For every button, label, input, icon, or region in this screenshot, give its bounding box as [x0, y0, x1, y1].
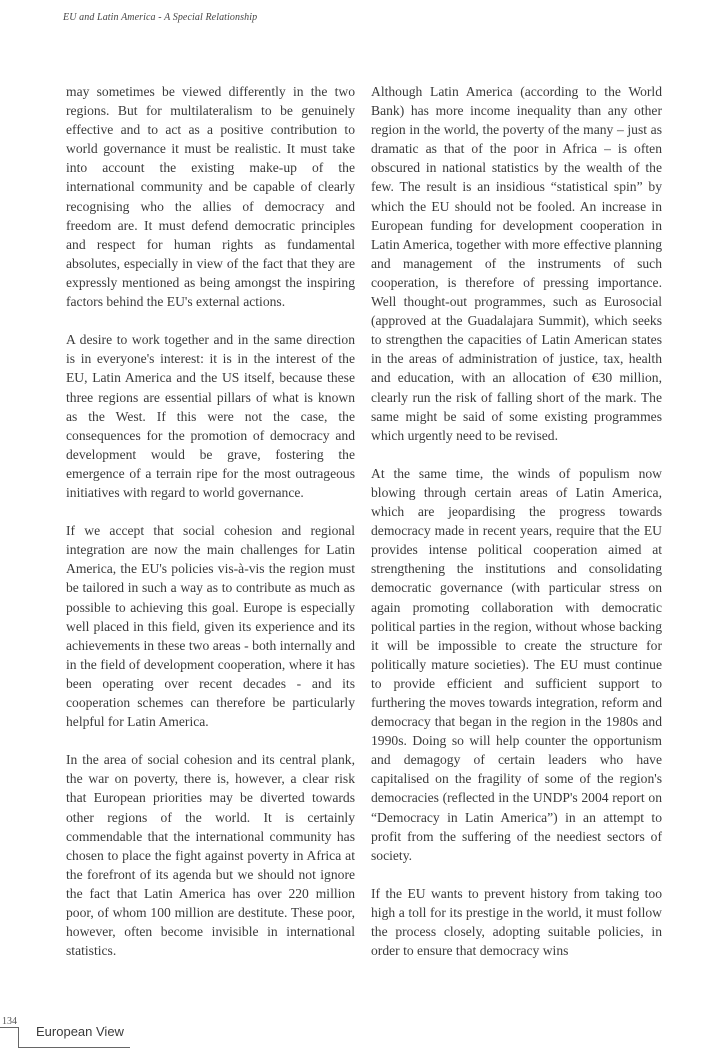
journal-name: European View — [36, 1024, 124, 1039]
paragraph: Although Latin America (according to the World Bank) has more income inequality than any other region in the world, the poverty of the many – just as dramatic as that of the poor in Africa – is often obscured in national statistics by the wealth of the few. The result is an insidious “statistical spin” by which the EU should not be fooled. An increase in European funding for development cooperation in Latin America, together with more effective planning and management of the instruments of such cooperation, is therefore of pressing importance. Well thought-out programmes, such as Eurosocial (approved at the Guadalajara Summit), which seeks to strengthen the capacities of Latin American states in the areas of administration of justice, tax, health and education, with an allocation of €30 million, clearly run the risk of falling short of the mark. The same might be said of some existing programmes which urgently need to be revised. — [371, 84, 662, 443]
footer-divider — [18, 1047, 130, 1048]
footer-divider-vertical — [18, 1027, 19, 1047]
paragraph: At the same time, the winds of populism now blowing through certain areas of Latin America, which are jeopardising the progress towards democracy made in recent years, require that the EU provides intense political cooperation aimed at strengthening the institutions and consolidating democratic governance (with particular stress on again promoting collaboration with democratic political parties in the region, without whose backing it will be impossible to create the structure for politically mature societies). The EU must continue to provide efficient and sufficient support to furthering the moves towards integration, reform and democracy that began in the region in the 1980s and 1990s. Doing so will help counter the opportunism and demagogy of certain leaders who have capitalised on the fragility of some of the region's democracies (reflected in the UNDP's 2004 report on “Democracy in Latin America”) in an attempt to profit from the suffering of the neediest sectors of society. — [371, 465, 662, 863]
page-number-rule — [0, 1027, 18, 1028]
paragraph: If we accept that social cohesion and regional integration are now the main challenges for Latin America, the EU's policies vis-à-vis the region must be tailored in such a way as to contribute as much as possible to achieving this goal. Europe is especially well placed in this field, given its experience and its achievements in these two areas - both internally and in the field of development cooperation, where it has been operating over recent decades - and its cooperation schemes can therefore be particularly helpful for Latin America. — [66, 523, 355, 730]
right-column — [371, 82, 662, 960]
page-number: 134 — [2, 1016, 17, 1027]
left-column — [66, 82, 355, 960]
paragraph: If the EU wants to prevent history from taking too high a toll for its prestige in the world, it must follow the process closely, adopting suitable policies, in order to ensure that democracy wins — [371, 885, 662, 959]
paragraph: may sometimes be viewed differently in the two regions. But for multilateralism to be genuinely effective and to act as a positive contribution to world governance it must be realistic. It must take into account the existing make-up of the international community and be capable of clearly recognising who the allies of democracy and freedom are. It must defend democratic principles and respect for human rights as fundamental absolutes, especially in view of the fact that they are expressly mentioned as being amongst the inspiring factors behind the EU's external actions. — [66, 84, 355, 310]
paragraph: In the area of social cohesion and its central plank, the war on poverty, there is, however, a clear risk that European priorities may be diverted towards other regions of the world. It is certainly commendable that the international community has chosen to place the fight against poverty in Africa at the forefront of its agenda but we should not ignore the fact that Latin America has over 220 million poor, of whom 100 million are destitute. These poor, however, often become invisible in international statistics. — [66, 752, 355, 959]
running-header: EU and Latin America - A Special Relationship — [63, 12, 258, 23]
paragraph: A desire to work together and in the same direction is in everyone's interest: it is in the interest of the EU, Latin America and the US itself, because these three regions are essential pillars of what is known as the West. If this were not the case, the consequences for the promotion of democracy and development would be grave, fostering the emergence of a terrain ripe for the most outrageous initiatives with regard to world governance. — [66, 332, 355, 500]
